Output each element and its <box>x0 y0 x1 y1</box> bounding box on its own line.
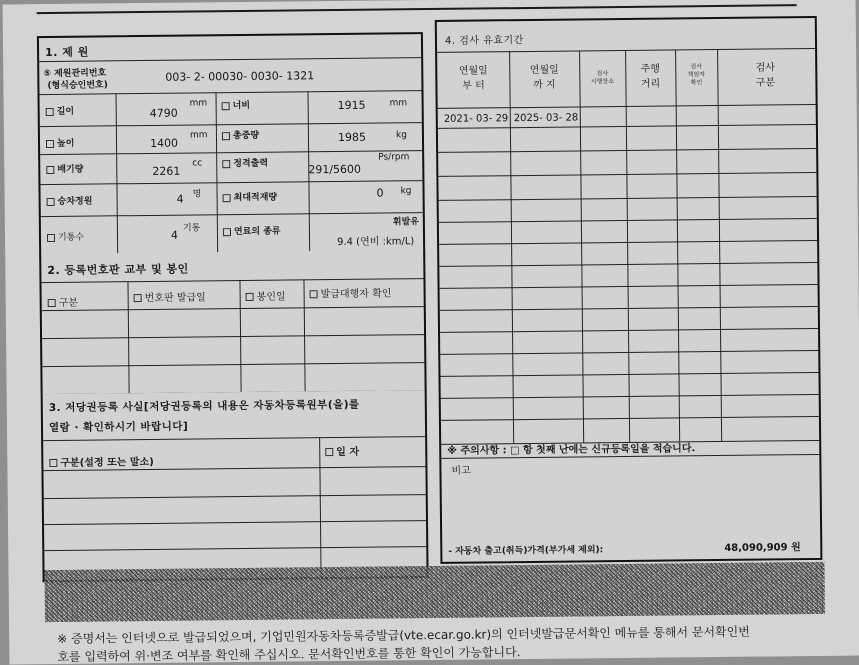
max-load-unit: kg <box>400 186 412 197</box>
rated-power-label: 정격출력 <box>222 156 268 169</box>
section3-title-line1: 3. 저당권등록 사실[저당권등록의 내용은 자동차등록원부(을)를 <box>48 398 360 415</box>
footer-notice-line1: ※ 증명서는 인터넷으로 발급되었으며, 기업민원자동차등록증발급(vte.ecar.go.kr)의 인터넷발급문서확인 메뉴를 통해서 문서확인번 <box>57 624 750 646</box>
specifications-section <box>37 32 425 258</box>
plate-issuance-section <box>39 250 426 396</box>
acquisition-price-value: 48,090,909 원 <box>724 542 801 554</box>
mgmt-number-value: 003- 2- 00030- 0030- 1321 <box>165 69 315 84</box>
fuel-type-label: 연료의 종류 <box>223 224 281 238</box>
gross-weight-unit: kg <box>395 130 407 141</box>
section3-title-line2: 열람 · 확인하시기 바랍니다] <box>48 420 189 435</box>
cylinders-label: 기통수 <box>47 230 84 243</box>
inspection-to-date: 2025- 03- 28 <box>513 112 579 125</box>
remarks-label: 비고 <box>451 465 471 477</box>
displacement-unit: cc <box>192 158 203 169</box>
seating-capacity-label: 승차정원 <box>47 194 93 207</box>
height-unit: mm <box>189 130 208 141</box>
rated-power-value: 291/5600 <box>308 162 362 177</box>
security-pattern-band <box>44 562 825 622</box>
acquisition-price-label: - 자동차 출고(취득)가격(부가세 제외): <box>448 545 604 557</box>
cylinders-unit: 기통 <box>182 223 201 234</box>
width-label: 너비 <box>222 98 251 111</box>
max-load-label: 최대적재량 <box>223 190 278 204</box>
fuel-efficiency-value: 9.4 (연비 :km/L) <box>337 236 415 248</box>
top-border-line <box>37 0 797 14</box>
inspection-validity-section <box>435 16 823 564</box>
displacement-value: 2261 <box>152 164 181 178</box>
cylinders-value: 4 <box>170 228 179 242</box>
length-label: 길이 <box>46 104 75 117</box>
height-label: 높이 <box>46 136 75 149</box>
insp-col-mileage: 주행 거리 <box>640 63 661 90</box>
length-value: 4790 <box>149 106 178 120</box>
fuel-type-value: 휘발유 <box>392 217 420 228</box>
insp-col-from: 연월일 부 터 <box>458 65 488 92</box>
section2-title: 2. 등록번호판 교부 및 봉인 <box>47 262 189 278</box>
gross-weight-label: 총중량 <box>222 128 259 141</box>
mgmt-number-label: ⑤ 제원관리번호 <box>43 68 107 80</box>
max-load-value: 0 <box>376 186 384 200</box>
insp-col-inspector: 검사 책임자 확인 <box>687 63 706 87</box>
approval-number-label: (형식승인번호) <box>47 80 108 92</box>
section4-title: 4. 검사 유효기간 <box>444 35 524 47</box>
insp-col-to: 연월일 까 지 <box>529 64 559 91</box>
displacement-label: 배기량 <box>46 162 83 175</box>
seating-capacity-unit: 명 <box>192 189 202 200</box>
plate-col-agent-confirm: 발급대행자 확인 <box>310 284 392 300</box>
plate-col-issue-date: 번호판 발급일 <box>134 288 206 304</box>
plate-col-seal-date: 봉인일 <box>246 288 286 303</box>
footer-notice-line2: 호를 입력하여 위·변조 여부를 확인해 주십시오. 문서확인번호를 통한 확인이 가능합니다. <box>57 645 521 664</box>
caution-note: ※ 주의사항 : □ 항 첫째 난에는 신규등록일을 적습니다. <box>447 443 696 457</box>
mortgage-col-date: 일 자 <box>325 443 359 458</box>
mortgage-col-kind: 구분(설정 또는 말소) <box>49 453 154 469</box>
registration-document <box>3 0 859 664</box>
width-unit: mm <box>389 98 408 109</box>
insp-col-type: 검사 구분 <box>755 62 776 89</box>
gross-weight-value: 1985 <box>337 130 367 144</box>
section1-title: 1. 제 원 <box>45 45 89 60</box>
inspection-from-date: 2021- 03- 29 <box>443 113 509 125</box>
insp-col-place: 검사 시행장소 <box>590 70 615 86</box>
width-value: 1915 <box>337 98 366 112</box>
rated-power-unit: Ps/rpm <box>378 152 410 163</box>
length-unit: mm <box>189 98 208 109</box>
mortgage-section <box>41 390 429 582</box>
height-value: 1400 <box>149 136 179 150</box>
plate-col-kind: 구분 <box>48 294 78 309</box>
seating-capacity-value: 4 <box>176 192 184 206</box>
